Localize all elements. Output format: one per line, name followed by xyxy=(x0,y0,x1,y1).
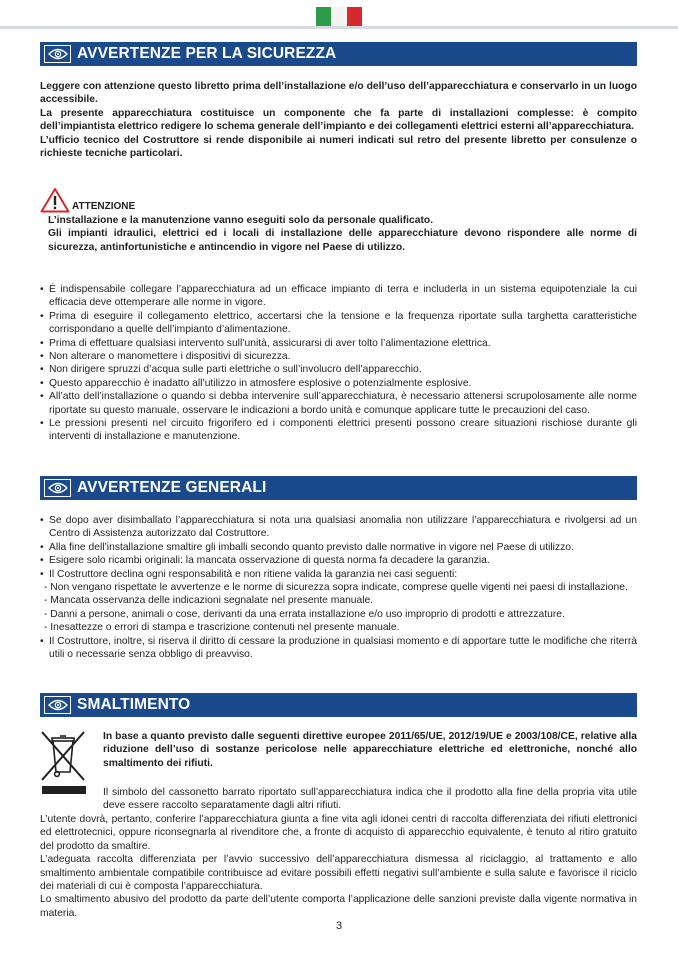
flag-white-band xyxy=(331,7,346,27)
list-subitem: - Danni a persone, animali o cose, derivanti da una errata installazione e/o uso improprio di prodotti e attrezzature. xyxy=(44,608,565,620)
list-item: • Le pressioni presenti nel circuito frigorifero ed i componenti elettrici presenti possono creare situazioni rischiose durante gli interventi di installazione e manutenzione. xyxy=(40,417,637,444)
list-item: • All’atto dell’installazione o quando si debba intervenire sull’apparecchiatura, è necessario attenersi scrupolosamente alle norme riportate su questo manuale, osservare le indicazioni a bordo unità e comunque applicare tutte le precauzioni del caso. xyxy=(40,390,637,417)
top-divider xyxy=(0,26,678,29)
crossed-out-wheelie-bin-icon xyxy=(40,728,88,799)
section-title: SMALTIMENTO xyxy=(77,696,191,713)
safety-intro xyxy=(40,80,637,160)
eye-icon xyxy=(44,45,71,63)
safety-bullets xyxy=(40,283,637,444)
warning-text xyxy=(48,214,637,254)
section-header-disposal xyxy=(40,693,637,717)
italian-flag-icon xyxy=(316,7,362,27)
warning-line: L’installazione e la manutenzione vanno eseguiti solo da personale qualificato. xyxy=(48,215,434,226)
list-item: • Il Costruttore declina ogni responsabilità e non ritiene valida la garanzia nei casi seguenti: xyxy=(40,568,637,581)
section-header-general xyxy=(40,476,637,500)
list-item: • Alla fine dell’installazione smaltire gli imballi secondo quanto previsto dalle normative in vigore nel Paese di utilizzo. xyxy=(40,541,637,554)
disposal-symbol-text: Il simbolo del cassonetto barrato riportato sull’apparecchiatura indica che il prodotto alla fine della propria vita utile deve essere raccolto separatamente dagli altri rifiuti. xyxy=(103,787,637,812)
list-subitem: - Non vengano rispettate le avvertenze e le norme di sicurezza sopra indicate, comprese quelle vigenti nei paesi di installazione. xyxy=(44,582,628,594)
disposal-paragraph: L’adeguata raccolta differenziata per l’avvio successivo dell’apparecchiatura dismessa al riciclaggio, al trattamento e allo smaltimento ambientale compatibile contribuisce ad evitare possibili effetti negativi sull’ambiente e sulla salute e favorisce il riciclo dei materiali di cui è composta l’apparecchiatura. xyxy=(40,854,637,893)
disposal-body xyxy=(40,813,637,920)
flag-red-band xyxy=(347,7,362,27)
intro-paragraph: La presente apparecchiatura costituisce un componente che fa parte di installazioni complesse: è compito dell’impiantista elettrico redigere lo schema generale dell’impianto e dei collegamenti elettrici esterni all’apparecchiatura. xyxy=(40,107,637,133)
list-subitem: - Inesattezze o errori di stampa e trascrizione contenuti nel presente manuale. xyxy=(44,622,400,634)
list-item: • É indispensabile collegare l’apparecchiatura ad un efficace impianto di terra e includerla in un sistema equipotenziale la cui efficacia deve ottemperare alle norme in vigore. xyxy=(40,283,637,310)
disposal-directives: In base a quanto previsto dalle seguenti direttive europee 2011/65/UE, 2012/19/UE e 2003/108/CE, relative alla riduzione dell’uso di sostanze pericolose nelle apparecchiature elettriche ed elettroniche, nonché allo smaltimento dei rifiuti. xyxy=(103,731,637,769)
list-item: • Il Costruttore, inoltre, si riserva il diritto di cessare la produzione in qualsiasi momento e di apportare tutte le modifiche che riterrà utili o necessarie senza obbligo di preavviso. xyxy=(40,635,637,662)
intro-paragraph: Leggere con attenzione questo libretto prima dell’installazione e/o dell’uso dell’apparecchiatura e conservarlo in un luogo accessibile. xyxy=(40,81,637,106)
list-item: • Questo apparecchio è inadatto all’utilizzo in atmosfere esplosive o potenzialmente esplosive. xyxy=(40,377,637,390)
general-list xyxy=(40,514,637,661)
list-item: • Non alterare o manomettere i dispositivi di sicurezza. xyxy=(40,350,637,363)
list-item: • Non dirigere spruzzi d’acqua sulle parti elettriche o sull’involucro dell’apparecchio. xyxy=(40,363,637,376)
disposal-paragraph: L’utente dovrà, pertanto, conferire l’apparecchiatura giunta a fine vita agli idonei centri di raccolta differenziata dei rifiuti elettronici ed elettrotecnici, oppure riconsegnarla al rivenditore che, a fronte di acquisto di apparecchio equivalente, è tenuto al ritiro gratuito del prodotto da smaltire. xyxy=(40,814,637,852)
section-title: AVVERTENZE GENERALI xyxy=(77,479,267,496)
eye-icon xyxy=(44,696,71,714)
section-header-safety xyxy=(40,42,637,66)
list-item: • Prima di effettuare qualsiasi intervento sull’unità, assicurarsi di aver tolto l’alimentazione elettrica. xyxy=(40,337,637,350)
intro-paragraph: L’ufficio tecnico del Costruttore si rende disponibile ai numeri indicati sul retro del presente libretto per consulenze o richieste tecniche particolari. xyxy=(40,134,637,160)
list-subitem: - Mancata osservanza delle indicazioni segnalate nel presente manuale. xyxy=(44,595,374,607)
page-number: 3 xyxy=(335,920,343,932)
eye-icon xyxy=(44,479,71,497)
section-title: AVVERTENZE PER LA SICUREZZA xyxy=(77,45,337,62)
warning-line: Gli impianti idraulici, elettrici ed i locali di installazione delle apparecchiature devono rispondere alle norme di sicurezza, antinfortunistiche e antincendio in vigore nel Paese di utilizzo. xyxy=(48,228,637,253)
warning-label: ATTENZIONE xyxy=(72,201,136,212)
list-item: • Se dopo aver disimballato l’apparecchiatura si nota una qualsiasi anomalia non utilizzare l’apparecchiatura e rivolgersi ad un Centro di Assistenza autorizzato dal Costruttore. xyxy=(40,514,637,541)
flag-green-band xyxy=(316,7,331,27)
list-item: • Prima di eseguire il collegamento elettrico, accertarsi che la tensione e la frequenza riportate sulla targhetta caratteristiche corrispondano a quelle dell’impianto d’alimentazione. xyxy=(40,310,637,337)
list-item: • Esigere solo ricambi originali: la mancata osservazione di questa norma fa decadere la garanzia. xyxy=(40,554,637,567)
disposal-paragraph: Lo smaltimento abusivo del prodotto da parte dell’utente comporta l’applicazione delle sanzioni previste dalla vigente normativa in materia. xyxy=(40,894,637,919)
